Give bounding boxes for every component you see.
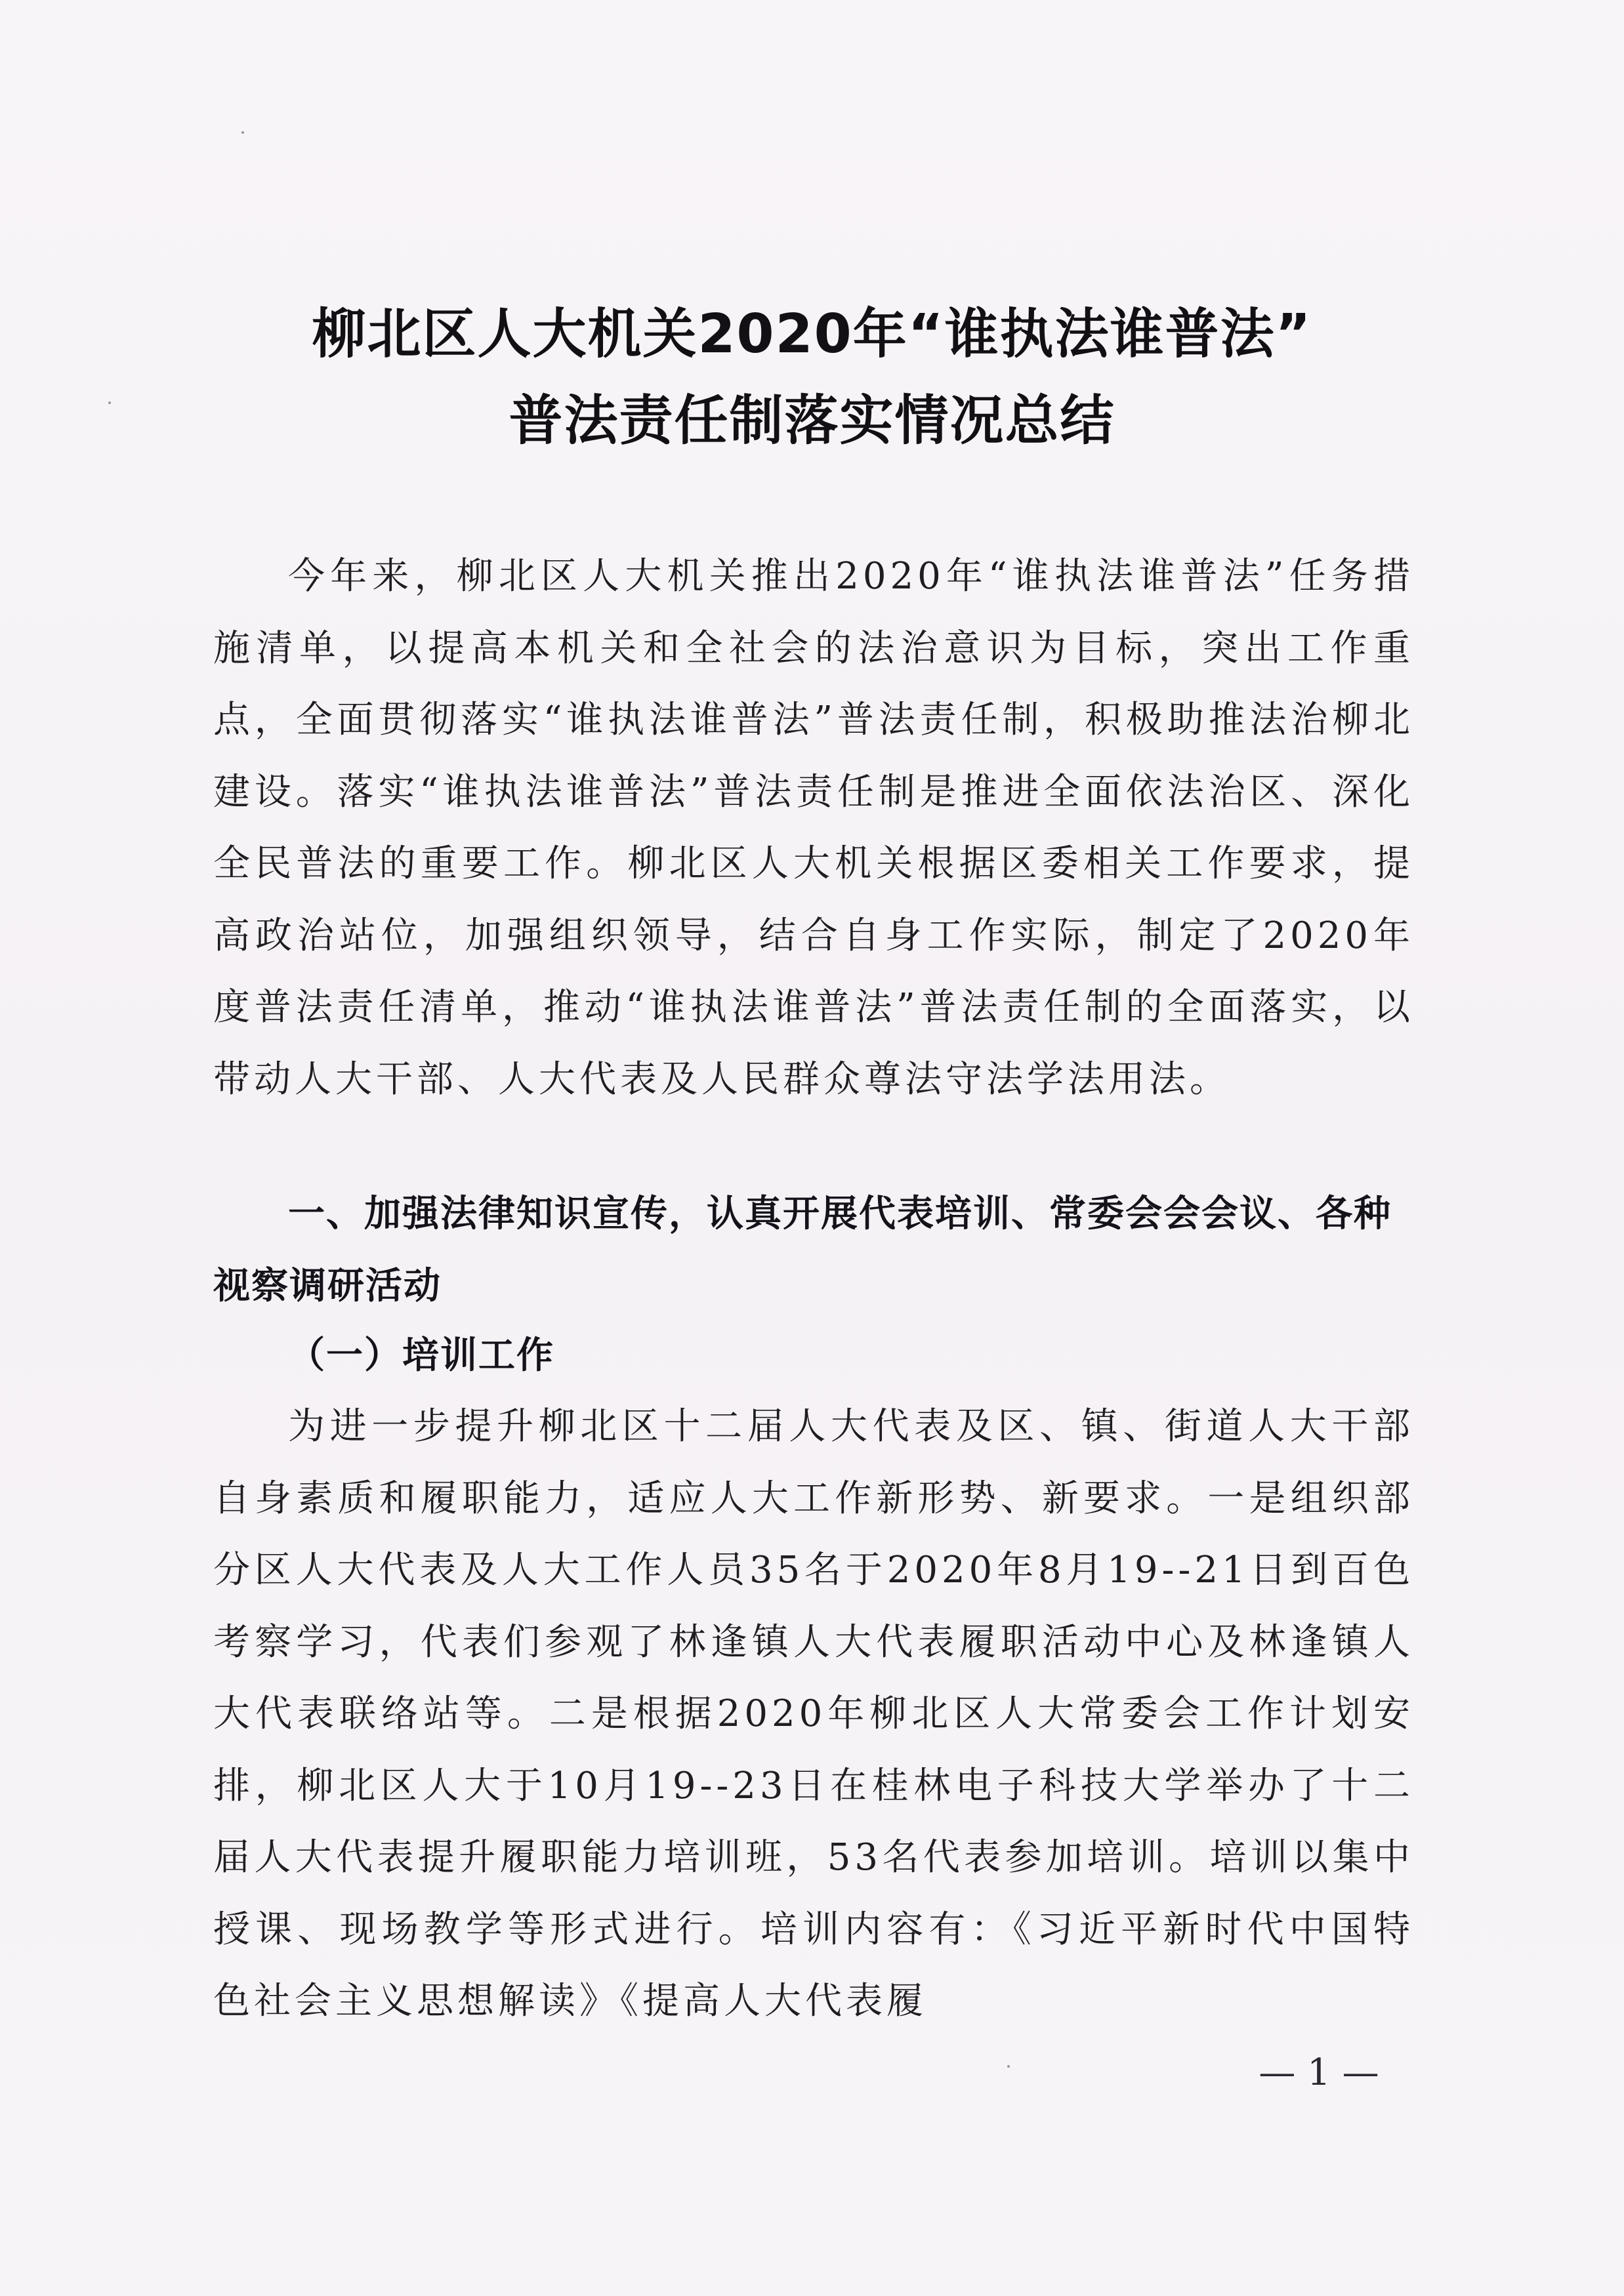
document-title-line-1: 柳北区人大机关2020年“谁执法谁普法”: [312, 303, 1312, 365]
section-heading-1: 一、加强法律知识宣传，认真开展代表培训、常委会会会议、各种视察调研活动: [213, 1193, 1392, 1307]
document-title-line-2: 普法责任制落实情况总结: [509, 390, 1115, 452]
page-number: — 1 —: [1259, 2051, 1379, 2094]
scan-speck: [1007, 2065, 1010, 2068]
training-paragraph: 为进一步提升柳北区十二届人大代表及区、镇、街道人大干部自身素质和履职能力，适应人大工作新形势、新要求。一是组织部分区人大代表及人大工作人员35名于2020年8月19--21日到百色考察学习，代表们参观了林逢镇人大代表履职活动中心及林逢镇人大代表联络站等。二是根据2020年柳北区人大常委会工作计划安排，柳北区人大于10月19--23日在桂林电子科技大学举办了十二届人大代表提升履职能力培训班，53名代表参加培训。培训以集中授课、现场教学等形式进行。培训内容有：《习近平新时代中国特色社会主义思想解读》《提高人大代表履: [213, 1405, 1414, 2022]
subsection-heading-training: （一）培训工作: [288, 1334, 554, 1377]
scan-speck: [241, 131, 244, 134]
scan-speck: [108, 401, 111, 404]
intro-paragraph: 今年来，柳北区人大机关推出2020年“谁执法谁普法”任务措施清单，以提高本机关和全社会的法治意识为目标，突出工作重点，全面贯彻落实“谁执法谁普法”普法责任制，积极助推法治柳北建设。落实“谁执法谁普法”普法责任制是推进全面依法治区、深化全民普法的重要工作。柳北区人大机关根据区委相关工作要求，提高政治站位，加强组织领导，结合自身工作实际，制定了2020年度普法责任清单，推动“谁执法谁普法”普法责任制的全面落实，以带动人大干部、人大代表及人民群众尊法守法学法用法。: [213, 555, 1414, 1101]
